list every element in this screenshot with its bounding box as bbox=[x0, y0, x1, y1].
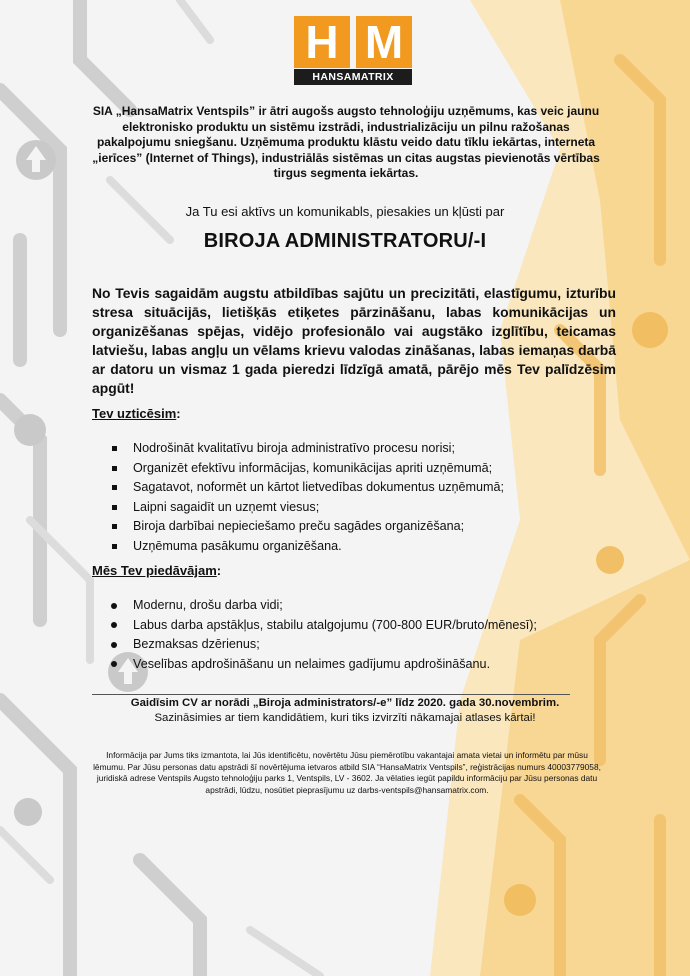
offer-heading bbox=[92, 563, 221, 578]
company-intro: SIA „HansaMatrix Ventspils” ir ātri augošs augsto tehnoloģiju uzņēmums, kas veic jaunu elektronisko produktu un sistēmu izstrādi, industrializāciju un pilnu ražošanas pakalpojumu sniegšanu. Uzņēmuma produktu klāstu veido datu tīklu iekārtas, interneta „ierīces” (Internet of Things), industriālās sistēmas un citas augstas pievienotās vērtības tirgus segmenta iekārtas. bbox=[92, 104, 600, 180]
list-item: Laipni sagaidīt un uzņemt viesus; bbox=[110, 498, 504, 518]
cv-request: Gaidīsim CV ar norādi „Biroja administrators/-e” līdz 2020. gada 30.novembrim. bbox=[130, 697, 560, 709]
invitation-line: Ja Tu esi aktīvs un komunikabls, piesakies un kļūsti par bbox=[185, 204, 505, 219]
list-item: Biroja darbībai nepieciešamo preču sagādes organizēšana; bbox=[110, 517, 504, 537]
offer-list bbox=[110, 596, 537, 674]
logo-letter-m: M bbox=[364, 16, 404, 68]
list-item: Labus darba apstākļus, stabilu atalgojumu (700-800 EUR/bruto/mēnesī); bbox=[110, 616, 537, 636]
offer-heading-colon: : bbox=[216, 563, 222, 578]
divider bbox=[92, 694, 570, 695]
duties-heading bbox=[92, 406, 181, 421]
list-item: Bezmaksas dzērienus; bbox=[110, 635, 537, 655]
logo-letter-h: H bbox=[305, 16, 339, 68]
privacy-notice: Informācija par Jums tiks izmantota, lai Jūs identificētu, novērtētu Jūsu piemērotību vakantajai amata vietai un informētu par mūsu lēmumu. Par Jūsu personas datu apstrādi šī novērtējuma ietvaros atbild SIA “HansaMatrix Ventspils”, reģistrācijas numurs 40003779058, juridiskā adrese Ventspils Augsto tehnoloģiju parks 1, Ventspils, LV - 3602. Ja vēlaties iegūt papildu informāciju par Jūsu personas datu apstrādi, lūdzu, nosūtiet pieprasījumu uz darbs-ventspils@hansamatrix.com. bbox=[93, 750, 601, 795]
list-item: Nodrošināt kvalitatīvu biroja administratīvo procesu norisi; bbox=[110, 439, 504, 459]
list-item: Uzņēmuma pasākumu organizēšana. bbox=[110, 537, 504, 557]
list-item: Sagatavot, noformēt un kārtot lietvedības dokumentus uzņēmumā; bbox=[110, 478, 504, 498]
contact-note: Sazināsimies ar tiem kandidātiem, kuri tiks izvirzīti nākamajai atlases kārtai! bbox=[154, 712, 536, 724]
logo-wordmark: HANSAMATRIX bbox=[294, 69, 412, 85]
list-item: Veselības apdrošināšanu un nelaimes gadījumu apdrošināšanu. bbox=[110, 655, 537, 675]
list-item: Organizēt efektīvu informācijas, komunikācijas apriti uzņēmumā; bbox=[110, 459, 504, 479]
duties-list bbox=[110, 439, 504, 556]
duties-heading-text: Tev uzticēsim bbox=[92, 406, 177, 421]
position-title: BIROJA ADMINISTRATORU/-I bbox=[203, 230, 487, 252]
logo-h-block bbox=[294, 16, 350, 68]
duties-heading-colon: : bbox=[176, 406, 181, 421]
offer-heading-text: Mēs Tev piedāvājam bbox=[92, 563, 217, 578]
hansamatrix-logo bbox=[294, 16, 412, 86]
list-item: Modernu, drošu darba vidi; bbox=[110, 596, 537, 616]
requirements-paragraph: No Tevis sagaidām augstu atbildības sajūtu un precizitāti, elastīgumu, izturību stresa situācijās, lietišķās etiķetes pārzināšanu, labas komunikācijas un organizēšanas spējas, vidējo profesionālo vai augstāko izglītību, teicamas latviešu, labas angļu un vēlams krievu valodas zināšanas, labas iemaņas darbā ar datoru un vismaz 1 gada pieredzi līdzīgā amatā, pārējo mēs Tev palīdzēsim apgūt! bbox=[92, 285, 616, 396]
logo-m-block bbox=[356, 16, 412, 68]
